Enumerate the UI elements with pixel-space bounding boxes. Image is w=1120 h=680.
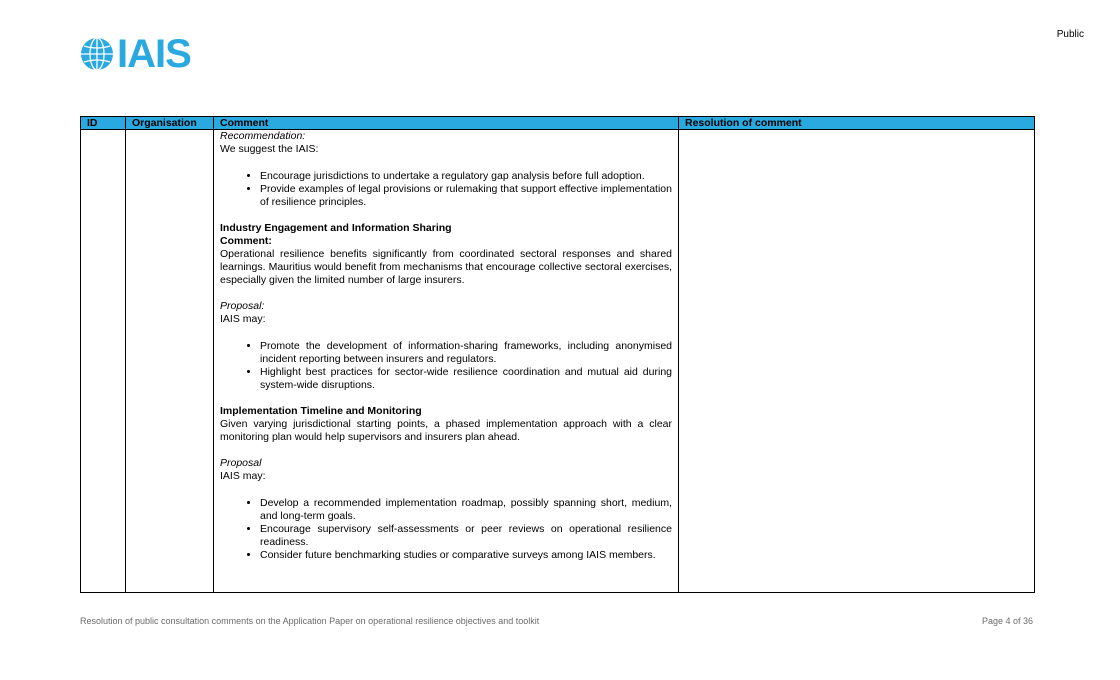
globe-icon — [80, 37, 114, 71]
iais-logo — [80, 32, 191, 76]
list-item: • Develop a recommended implementation roadmap, possibly spanning short, medium, and long-term goals. — [260, 497, 672, 523]
list-item: • Encourage supervisory self-assessments or peer reviews on operational resilience readiness. — [260, 523, 672, 549]
comment-cell — [214, 130, 679, 593]
iais-may-label: IAIS may: — [220, 313, 266, 325]
column-header-resolution: Resolution of comment — [679, 117, 1035, 130]
industry-heading: Industry Engagement and Information Sharing — [220, 222, 452, 234]
comment-label: Comment: — [220, 235, 272, 247]
resolution-cell — [679, 130, 1035, 593]
industry-paragraph: Operational resilience benefits significantly from coordinated sectoral responses and shared learnings. Mauritius would benefit from mechanisms that encourage collective sectoral exercises, especially given the limited number of large insurers. — [220, 248, 672, 286]
list-item: • Consider future benchmarking studies or comparative surveys among IAIS members. — [260, 549, 672, 562]
timeline-heading: Implementation Timeline and Monitoring — [220, 405, 422, 417]
proposal-label: Proposal: — [220, 300, 265, 312]
list-item: • Highlight best practices for sector-wide resilience coordination and mutual aid during system-wide disruptions. — [260, 366, 672, 392]
iais-may-label: IAIS may: — [220, 470, 266, 482]
organisation-cell — [126, 130, 214, 593]
timeline-proposal-list — [220, 497, 672, 562]
logo-wordmark: IAIS — [117, 32, 191, 76]
column-header-comment: Comment — [214, 117, 679, 130]
column-header-organisation: Organisation — [126, 117, 214, 130]
timeline-paragraph: Given varying jurisdictional starting points, a phased implementation approach with a clear monitoring plan would help supervisors and insurers plan ahead. — [220, 418, 672, 443]
recommendation-intro: We suggest the IAIS: — [220, 143, 319, 155]
comments-table — [80, 116, 1035, 593]
list-item: • Provide examples of legal provisions or rulemaking that support effective implementation of resilience principles. — [260, 183, 672, 209]
column-header-id: ID — [81, 117, 126, 130]
classification-label: Public — [1056, 29, 1084, 40]
footer-page-number: Page 4 of 36 — [981, 616, 1033, 626]
list-item: • Promote the development of information-sharing frameworks, including anonymised incident reporting between insurers and regulators. — [260, 340, 672, 366]
list-item: • Encourage jurisdictions to undertake a regulatory gap analysis before full adoption. — [260, 170, 672, 183]
recommendation-list — [220, 170, 672, 209]
footer-document-title: Resolution of public consultation comments on the Application Paper on operational resilience objectives and toolkit — [80, 616, 540, 626]
recommendation-label: Recommendation: — [220, 130, 306, 142]
id-cell — [81, 130, 126, 593]
table-header-row — [81, 117, 1035, 130]
industry-proposal-list — [220, 340, 672, 392]
table-row — [81, 130, 1035, 593]
proposal-label: Proposal — [220, 457, 262, 469]
